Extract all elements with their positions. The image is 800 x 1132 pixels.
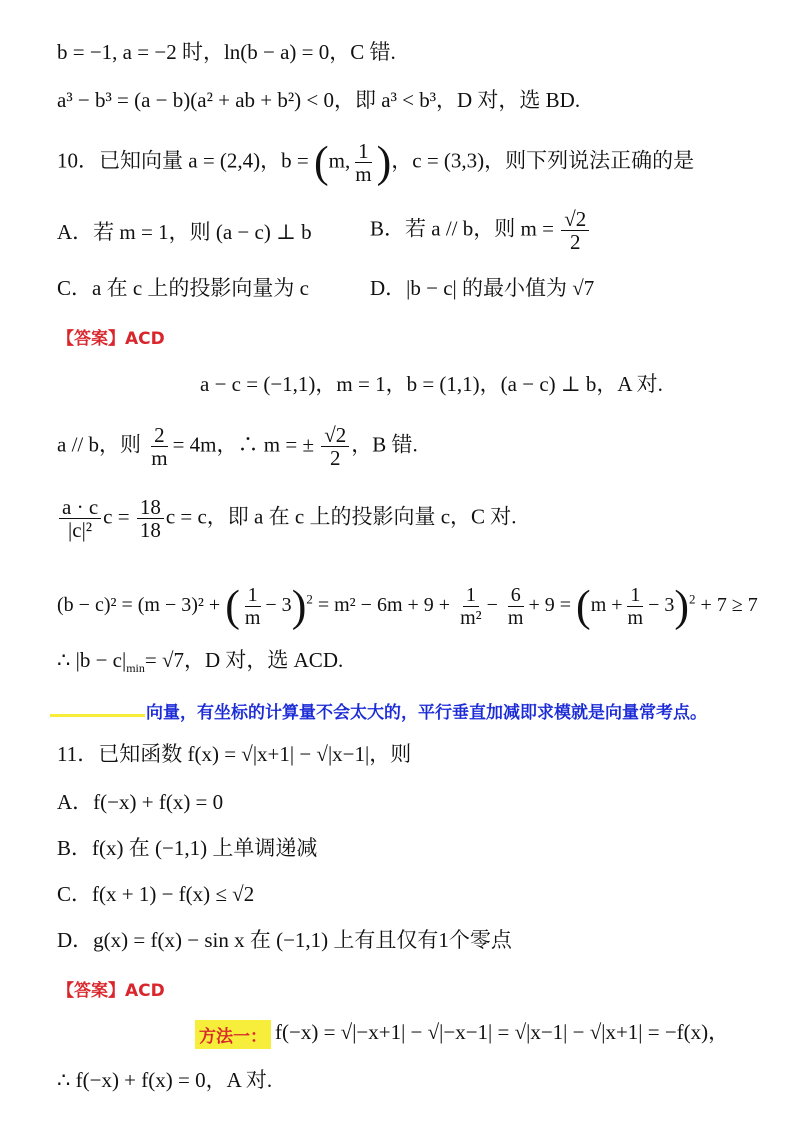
q11-option-c: C．f(x + 1) − f(x) ≤ √2 xyxy=(57,882,255,906)
min-subscript: min xyxy=(126,661,145,676)
sol4-e: + 7 ≥ 7 xyxy=(700,594,758,617)
m-plus: m + xyxy=(590,594,623,617)
one-over-m-fraction xyxy=(625,584,647,629)
frac-numerator: 1 xyxy=(627,584,643,607)
answer-label-q11: 【答案】ACD xyxy=(57,981,165,1001)
question-11-stem: 11．已知函数 f(x) = √|x+1| − √|x−1|，则 xyxy=(57,742,412,766)
left-paren: ( xyxy=(225,581,240,631)
square-exponent: 2 xyxy=(689,591,696,607)
minus-three: − 3 xyxy=(648,594,675,617)
one-over-m-fraction xyxy=(242,584,264,629)
sol5-a: ∴ |b − c| xyxy=(57,648,127,672)
sol4-b: = m² − 6m + 9 + xyxy=(317,594,451,617)
left-paren: ( xyxy=(314,137,329,187)
q10-option-a: A．若 m = 1，则 (a − c) ⊥ b xyxy=(57,220,312,244)
q10-option-c: C．a 在 c 上的投影向量为 c xyxy=(57,276,309,300)
q10-b-m: m, xyxy=(328,148,351,173)
frac-denominator: m xyxy=(244,607,261,629)
solution-q10-d xyxy=(57,581,758,631)
solution-q10-a: a − c = (−1,1)，m = 1，b = (1,1)，(a − c) ⊥ b，A 对. xyxy=(200,372,663,396)
frac-denominator: m xyxy=(355,162,372,186)
frac-numerator: √2 xyxy=(321,424,349,447)
frac-denominator: 2 xyxy=(569,230,581,254)
sol5-b: = √7，D 对，选 ACD. xyxy=(144,648,344,672)
method-one-expression: f(−x) = √|−x+1| − √|−x−1| = √|x−1| − √|x+1| = −f(x)， xyxy=(275,1020,730,1044)
frac-numerator: 2 xyxy=(151,424,168,447)
q10-option-d xyxy=(370,276,594,300)
sol4-d: + 9 = xyxy=(528,594,572,617)
sol3-tail: c = c，即 a 在 c 上的投影向量 c，C 对. xyxy=(165,504,517,529)
square-exponent: 2 xyxy=(306,591,313,607)
frac-numerator: 18 xyxy=(137,496,164,519)
frac-denominator: m xyxy=(627,607,644,629)
frac-numerator: 1 xyxy=(463,584,479,607)
frac-numerator: 6 xyxy=(508,584,524,607)
frac-denominator: 18 xyxy=(139,518,161,542)
frac-denominator: m² xyxy=(460,607,482,629)
solution-line-2 xyxy=(57,88,580,112)
q10-tail: ，c = (3,3)，则下列说法正确的是 xyxy=(391,148,695,173)
q10-head: 10．已知向量 a = (2,4)，b = xyxy=(57,148,309,173)
right-paren: ) xyxy=(674,581,690,631)
right-paren: ) xyxy=(376,137,392,187)
cube-difference-conclusion: ，即 a³ < b³，D 对，选 BD. xyxy=(334,88,581,112)
teacher-note: 向量，有坐标的计算量不会太大的，平行垂直加减即求模就是向量常考点。 xyxy=(146,703,707,723)
frac-denominator: 2 xyxy=(330,446,341,470)
six-over-m-fraction xyxy=(505,584,527,629)
q10-option-b xyxy=(370,208,591,253)
sqrt7-value: √7 xyxy=(572,276,595,300)
cube-difference-expr: a³ − b³ = (a − b)(a² + ab + b²) < 0 xyxy=(57,88,334,112)
frac-numerator: a · c xyxy=(59,496,101,519)
right-paren: ) xyxy=(291,581,307,631)
sqrt2-over-2-fraction xyxy=(561,208,589,253)
solution-q10-c xyxy=(57,496,517,541)
solution-q10-conclusion xyxy=(57,648,343,680)
sol2-pre: a // b，则 xyxy=(57,432,141,457)
frac-numerator: √2 xyxy=(561,208,589,231)
answer-label-q10: 【答案】ACD xyxy=(57,329,165,349)
frac-denominator: m xyxy=(151,446,168,470)
one-over-m-fraction xyxy=(352,140,374,185)
sol4-a: (b − c)² = (m − 3)² + xyxy=(57,594,221,617)
optB-text: B．若 a // b，则 m = xyxy=(370,216,554,241)
q11-option-d: D．g(x) = f(x) − sin x 在 (−1,1) 上有且仅有1个零点 xyxy=(57,928,512,952)
method-one-label: 方法一： xyxy=(195,1020,271,1049)
left-paren: ( xyxy=(576,581,591,631)
method-one-conclusion: ∴ f(−x) + f(x) = 0，A 对. xyxy=(57,1068,273,1092)
sol4-c: − xyxy=(486,594,498,617)
minus-three: − 3 xyxy=(265,594,292,617)
optD-text: D．|b − c| 的最小值为 xyxy=(370,276,567,300)
highlight-underline xyxy=(50,714,145,717)
eighteen-fraction xyxy=(137,496,164,541)
sol3-mid: c = xyxy=(103,504,130,529)
frac-numerator: 1 xyxy=(245,584,261,607)
one-over-m2-fraction xyxy=(457,584,485,629)
sol2-tail: ，B 错. xyxy=(351,432,418,457)
sqrt2-over-2-fraction xyxy=(321,424,349,469)
frac-numerator: 1 xyxy=(355,140,372,163)
q11-option-a: A．f(−x) + f(x) = 0 xyxy=(57,790,224,814)
two-over-m-fraction xyxy=(148,424,170,469)
question-10-stem xyxy=(57,137,695,187)
q11-option-b: B．f(x) 在 (−1,1) 上单调递减 xyxy=(57,836,318,860)
sol2-mid: = 4m，∴ m = ± xyxy=(172,432,314,457)
solution-q10-b xyxy=(57,424,418,469)
frac-denominator: |c|² xyxy=(68,518,93,542)
frac-denominator: m xyxy=(507,607,524,629)
solution-line-1: b = −1, a = −2 时，ln(b − a) = 0，C 错. xyxy=(57,40,396,64)
projection-fraction xyxy=(59,496,101,541)
